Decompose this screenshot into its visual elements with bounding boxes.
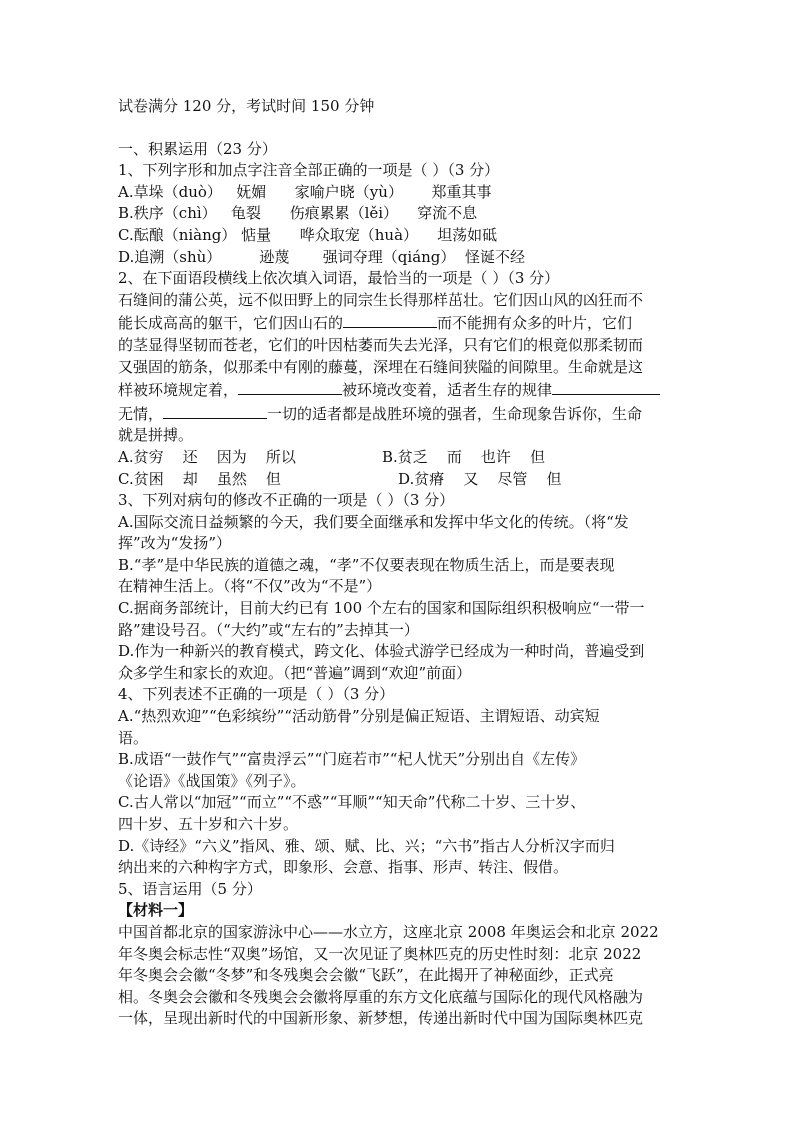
question-4-option-a: A.“热烈欢迎”“色彩缤纷”“活动筋骨”分别是偏正短语、主谓短语、动宾短 [118,707,600,726]
passage-text: 无情， [118,404,164,423]
question-4-option-c: C.古人常以“加冠”“而立”“不惑”“耳顺”“知天命”代称二十岁、三十岁、 [118,793,586,812]
material-title: 【材料一】 [118,901,194,920]
question-2-option-a: A.贫穷 还 因为 所以 [118,447,296,466]
exam-header: 试卷满分 120 分，考试时间 150 分钟 [118,97,375,115]
question-2-passage-line [118,378,678,402]
material-line: 年冬奥会标志性“双奥”场馆，又一次见证了奥林匹克的历史性时刻：北京 2022 [118,944,642,963]
question-1-option-c: C.酝酿（niàng） 惦量 哗众取宠（huà） 坦荡如砥 [118,225,498,244]
question-3-option-b-cont: 在精神生活上。（将“不仅”改为“不是”） [118,577,382,596]
material-line: 年冬奥会会徽“冬梦”和冬残奥会会徽“飞跃”，在此揭开了神秘面纱，正式亮 [118,966,614,985]
question-2-passage-line: 的茎显得坚韧而苍老，它们的叶因枯萎而失去光泽，只有它们的根竟似那柔韧而 [118,335,644,354]
question-3-stem: 3、下列对病句的修改不正确的一项是（ ）（3 分） [118,491,455,510]
passage-text: 一切的适者都是战胜环境的强者，生命现象告诉你，生命 [267,404,643,423]
question-4-option-b-cont: 《论语》《战国策》《列子》。 [118,771,306,790]
passage-text: 被环境改变着，适者生存的规律 [342,381,553,400]
question-5-stem: 5、语言运用（5 分） [118,879,262,898]
question-4-stem: 4、下列表述不正确的一项是（ ）（3 分） [118,685,395,704]
question-1-option-b: B.秩序（chì） 龟裂 伤痕累累（lěi） 穿流不息 [118,204,478,223]
spacer [118,118,678,139]
exam-page [118,96,678,1030]
question-1-option-a: A.草垛（duò） 妩媚 家喻户晓（yù） 郑重其事 [118,182,492,201]
question-3-option-c: C.据商务部统计，目前大约已有 100 个左右的国家和国际组织积极响应“一带一 [118,599,645,618]
question-3-option-c-cont: 路”建设号召。（“大约”或“左右的”去掉其一） [118,620,419,639]
question-3-option-a-cont: 挥”改为“发扬”） [118,534,232,553]
material-line: 中国首都北京的国家游泳中心——水立方，这座北京 2008 年奥运会和北京 2022 [118,922,659,941]
material-line: 相。冬奥会会徽和冬残奥会会徽将厚重的东方文化底蕴与国际化的现代风格融为 [118,987,644,1006]
question-4-option-d: D.《诗经》“六义”指风、雅、颂、赋、比、兴；“六书”指古人分析汉字而归 [118,836,615,855]
question-3-option-d: D.作为一种新兴的教育模式，跨文化、体验式游学已经成为一种时尚，普遍受到 [118,642,645,661]
question-2-passage-line [118,311,678,335]
question-2-option-b: B.贫乏 而 也许 但 [382,447,546,466]
question-2-passage-line: 石缝间的蒲公英，远不似田野上的同宗生长得那样茁壮。它们因山风的凶狂而不 [118,290,644,309]
question-4-option-d-cont: 纳出来的六种构字方式，即象形、会意、指事、形声、转注、假借。 [118,858,569,877]
question-2-options-row [118,447,678,469]
question-2-option-d: D.贫瘠 又 尽管 但 [398,469,562,488]
question-3-option-d-cont: 众多学生和家长的欢迎。（把“普遍”调到“欢迎”前面） [118,663,472,682]
section-title: 一、积累运用（23 分） [118,139,277,158]
question-4-option-a-cont: 语。 [118,728,149,747]
question-2-stem: 2、在下面语段横线上依次填入词语，最恰当的一项是（ ）（3 分） [118,269,560,288]
fill-blank [343,311,437,328]
question-1-option-d: D.追溯（shù） 逊蔑 强词夺理（qiáng） 怪诞不经 [118,247,525,266]
passage-text: 样被环境规定着， [118,381,239,400]
question-1-stem: 1、下列字形和加点字注音全部正确的一项是（ ）（3 分） [118,161,500,180]
question-3-option-b: B.“孝”是中华民族的道德之魂，“孝”不仅要表现在物质生活上，而是要表现 [118,555,615,574]
question-2-option-c: C.贫困 却 虽然 但 [118,469,281,488]
fill-blank [552,378,660,395]
question-2-passage-line: 就是拼搏。 [118,426,194,445]
question-2-options-row [118,469,678,491]
passage-text: 而不能拥有众多的叶片，它们 [437,314,633,333]
question-2-passage-line: 又强固的筋条，似那柔中有刚的藤蔓，深埋在石缝间狭隘的间隙里。生命就是这 [118,357,644,376]
question-3-option-a: A.国际交流日益频繁的今天，我们要全面继承和发挥中华文化的传统。（将“发 [118,512,629,531]
question-4-option-b: B.成语“一鼓作气”“富贵浮云”“门庭若市”“杞人忧天”分别出自《左传》 [118,750,586,769]
material-line: 一体，呈现出新时代的中国新形象、新梦想，传递出新时代中国为国际奥林匹克 [118,1009,644,1028]
fill-blank [238,378,342,395]
question-4-option-c-cont: 四十岁、五十岁和六十岁。 [118,815,299,833]
fill-blank [163,402,267,419]
question-2-passage-line [118,402,678,426]
passage-text: 能长成高高的躯干，它们因山石的 [118,314,344,333]
